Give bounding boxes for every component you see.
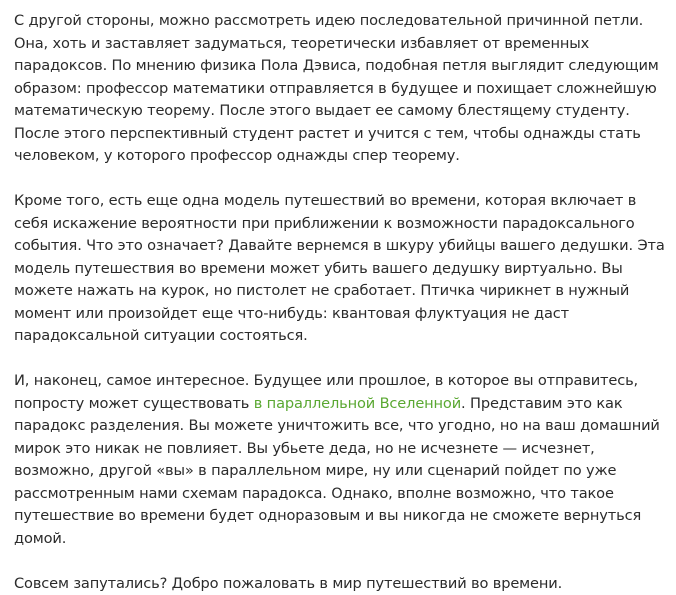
paragraph-probability-distortion: Кроме того, есть еще одна модель путешествий во времени, которая включает в себя искажение вероятности при приближении к возможности парадоксального события. Что это означает? Давайте вернемся в шкуру убийцы вашего дедушки. Эта модель путешествия во времени может убить вашего дедушку виртуально. Вы можете нажать на курок, но пистолет не сработает. Птичка чирикнет в нужный момент или произойдет еще что-нибудь: квантовая флуктуация не даст парадоксальной ситуации состояться. [14,190,668,348]
paragraph-causal-loop: С другой стороны, можно рассмотреть идею последовательной причинной петли. Она, хоть и заставляет задуматься, теоретически избавляет от временных парадоксов. По мнению физика Пола Дэвиса, подобная петля выглядит следующим образом: профессор математики отправляется в будущее и похищает сложнейшую математическую теорему. После этого выдает ее самому блестящему студенту. После этого перспективный студент растет и учится с тем, чтобы однажды стать человеком, у которого профессор однажды спер теорему. [14,10,668,168]
article-body [14,10,668,595]
paragraph-conclusion: Совсем запутались? Добро пожаловать в мир путешествий во времени. [14,573,668,595]
paragraph-parallel-universe [14,370,668,550]
paragraph-parallel-universe-intro: И, наконец, самое интересное. Будущее или прошлое, в которое вы отправитесь, попросту может существовать [14,372,638,412]
paragraph-parallel-universe-rest: . Представим это как парадокс разделения. Вы можете уничтожить все, что угодно, но на ваш домашний мирок это никак не повлияет. Вы убьете деда, но не исчезнете — исчезнет, возможно, другой «вы» в параллельном мире, ну или сценарий пойдет по уже рассмотренным нами схемам парадокса. Однако, вполне возможно, что такое путешествие во времени будет одноразовым и вы никогда не сможете вернуться домой. [14,395,660,547]
parallel-universe-link[interactable]: в параллельной Вселенной [254,395,461,412]
